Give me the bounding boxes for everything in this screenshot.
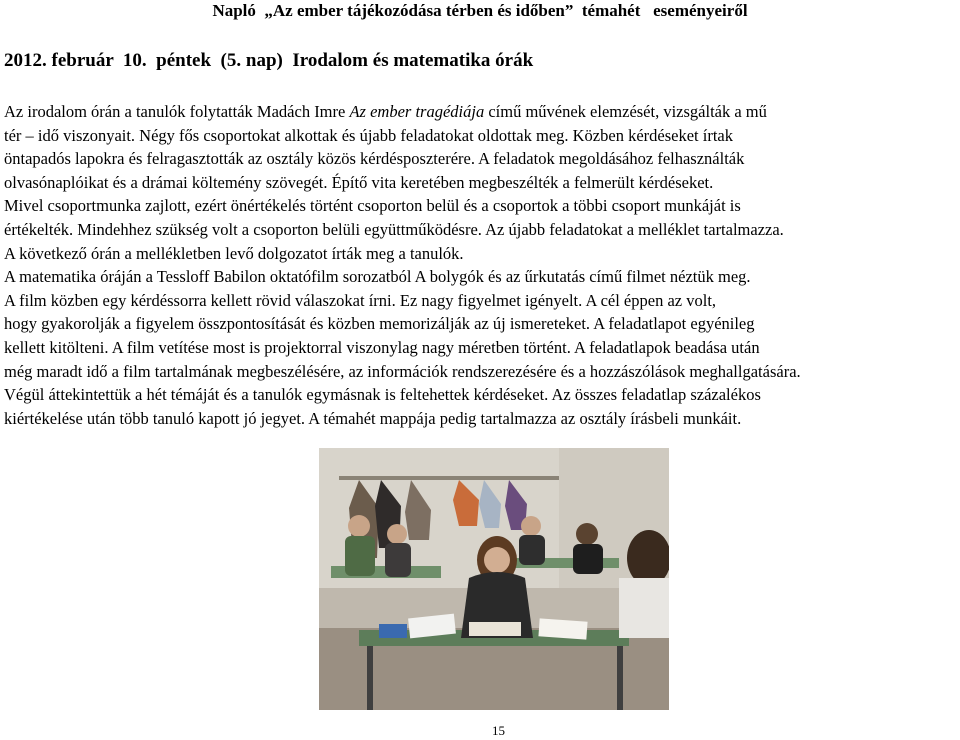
classroom-photo-illustration [319, 448, 669, 710]
classroom-photo [319, 448, 669, 710]
text-line: A matematika óráján a Tessloff Babilon oktatófilm sorozatból A bolygók és az űrkutatás című filmet néztük meg. [4, 267, 751, 287]
text-line: értékelték. Mindehhez szükség volt a csoporton belüli együttműködésre. Az újabb feladatokat a melléklet tartalmazza. [4, 219, 784, 239]
body-paragraph [4, 100, 960, 430]
text-line: kellett kitölteni. A film vetítése most is projektorral viszonylag nagy méretben történt. A feladatlapok beadása után [4, 337, 760, 357]
section-title: 2012. február 10. péntek (5. nap) Irodalom és matematika órák [4, 50, 534, 71]
text-line [4, 100, 960, 124]
text-segment: Az irodalom órán a tanulók folytatták Madách Imre [4, 102, 350, 121]
text-line: olvasónaplóikat és a drámai költemény szövegét. Építő vita keretében megbeszélték a felmerült kérdéseket. [4, 172, 714, 192]
text-line: még maradt idő a film tartalmának megbeszélésére, az információk rendszerezésére és a hozzászólások meghallgatására. [4, 361, 801, 381]
text-line: A film közben egy kérdéssorra kellett rövid válaszokat írni. Ez nagy figyelmet igényelt. A cél éppen az volt, [4, 290, 717, 310]
text-segment: című művének elemzését, vizsgálták a mű [484, 102, 767, 121]
work-title: Az ember tragédiája [349, 102, 485, 121]
page-header: Napló „Az ember tájékozódása térben és időben” témahét eseményeiről [212, 1, 748, 20]
text-line: Mivel csoportmunka zajlott, ezért önértékelés történt csoporton belül és a csoportok a többi csoport munkáját is [4, 196, 741, 216]
text-line: A következő órán a mellékletben levő dolgozatot írták meg a tanulók. [4, 243, 464, 263]
text-line: kiértékelése után több tanuló kapott jó jegyet. A témahét mappája pedig tartalmazza az osztály írásbeli munkáit. [4, 408, 742, 428]
text-line: öntapadós lapokra és felragasztották az osztály közös kérdésposzterére. A feladatok megoldásához felhasználták [4, 149, 745, 169]
text-line: tér – idő viszonyait. Négy fős csoportokat alkottak és újabb feladatokat oldottak meg. Közben kérdéseket írtak [4, 125, 733, 145]
text-line: hogy gyakorolják a figyelem összpontosítását és közben memorizálják az új ismereteket. A feladatlapot egyénileg [4, 314, 755, 334]
page-number: 15 [492, 723, 505, 738]
text-line: Végül áttekintettük a hét témáját és a tanulók egymásnak is feltehettek kérdéseket. Az összes feladatlap százalékos [4, 385, 761, 405]
